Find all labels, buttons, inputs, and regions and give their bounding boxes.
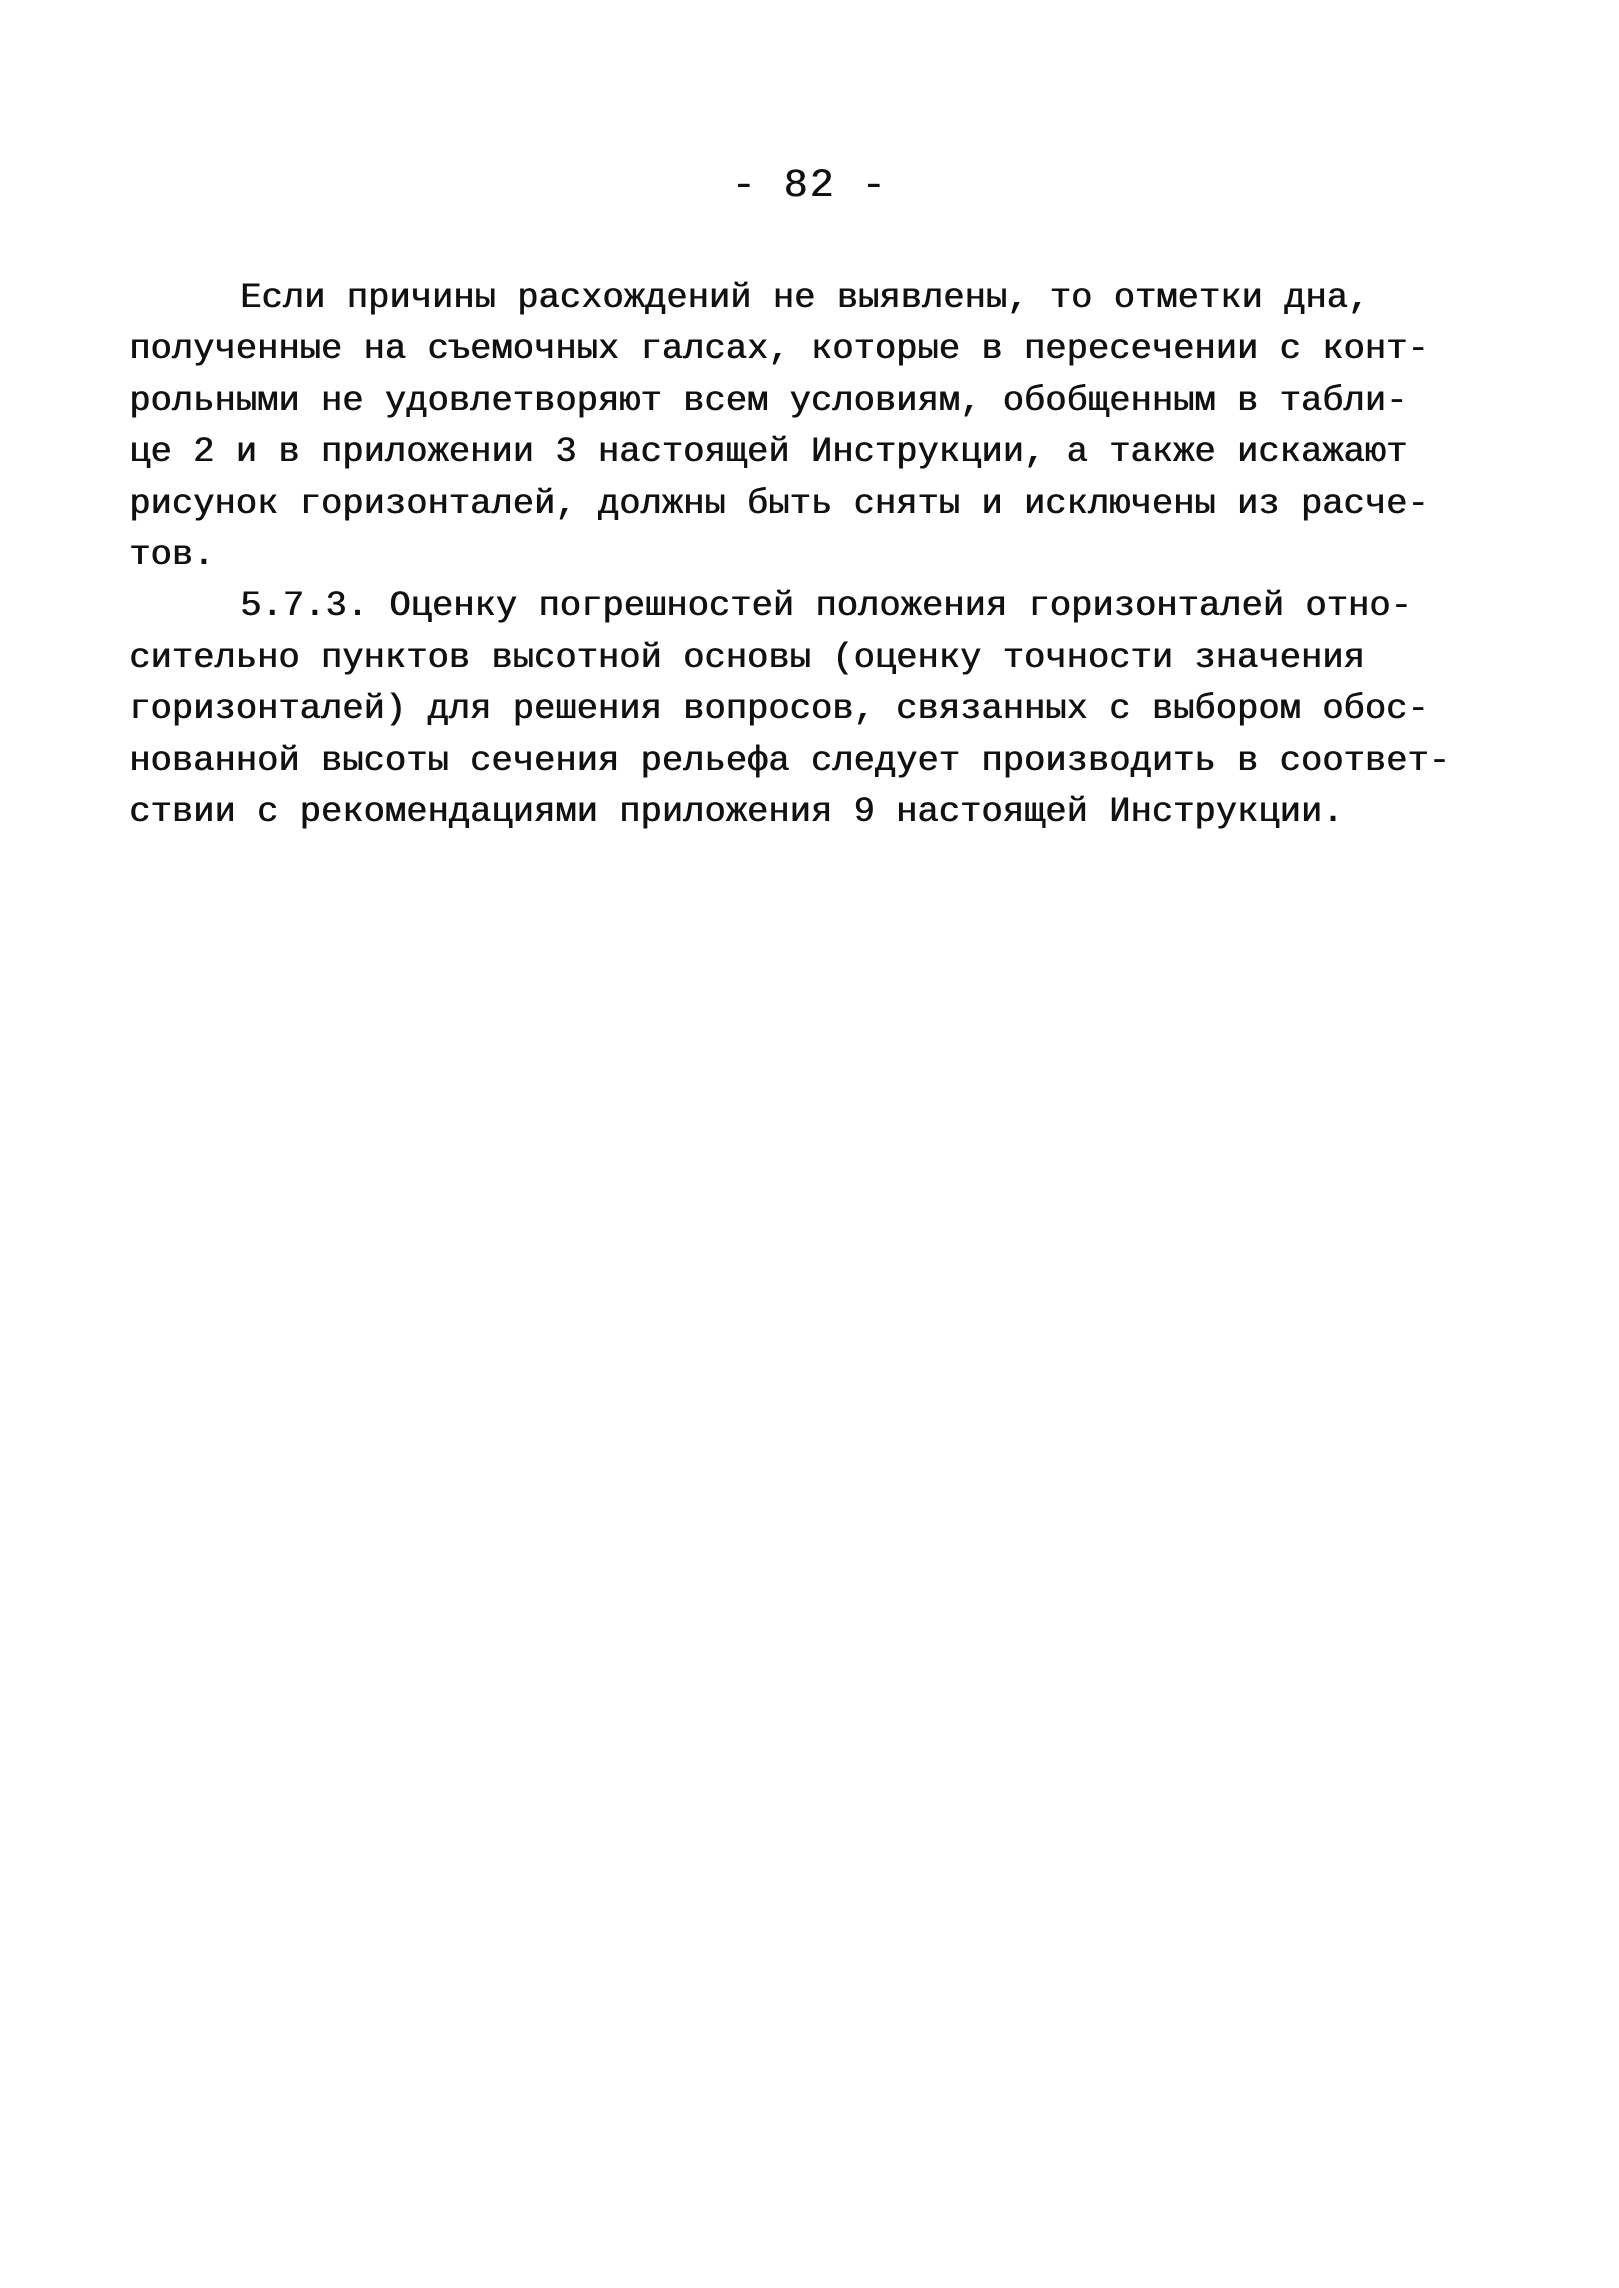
paragraph-5-7-3: [129, 580, 1449, 837]
page-number: - 82 -: [731, 164, 888, 209]
text-line: тов.: [129, 533, 215, 575]
text-line: горизонталей) для решения вопросов, связанных с выбором обос-: [129, 688, 1429, 730]
text-line: 5.7.3. Оценку погрешностей положения горизонталей отно-: [240, 585, 1412, 627]
document-body: [129, 272, 1449, 837]
text-line: сительно пунктов высотной основы (оценку точности значения: [129, 636, 1365, 678]
paragraph-discrepancies: [129, 272, 1449, 580]
text-line: рисунок горизонталей, должны быть сняты и исключены из расче-: [129, 482, 1429, 524]
text-line: це 2 и в приложении 3 настоящей Инструкции, а также искажают: [129, 431, 1408, 473]
text-line: рольными не удовлетворяют всем условиям, обобщенным в табли-: [129, 379, 1408, 421]
text-line: Если причины расхождений не выявлены, то отметки дна,: [240, 277, 1370, 318]
text-line: нованной высоты сечения рельефа следует производить в соответ-: [129, 739, 1450, 781]
text-line: ствии с рекомендациями приложения 9 настоящей Инструкции.: [129, 790, 1344, 832]
text-line: полученные на съемочных галсах, которые в пересечении с конт-: [129, 328, 1429, 370]
